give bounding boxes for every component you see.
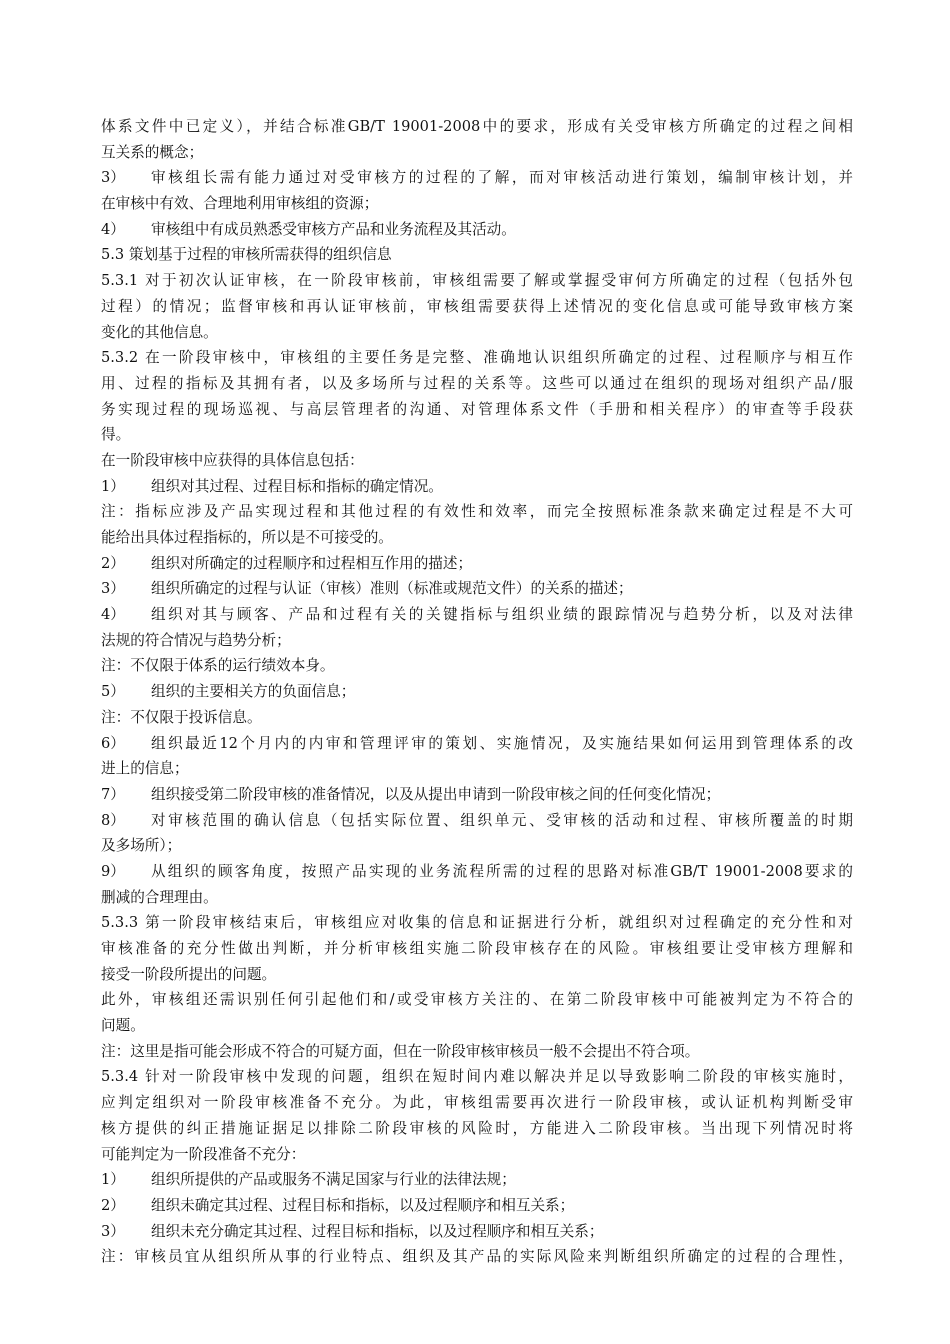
list-item-number: 3） bbox=[101, 169, 125, 187]
text-line bbox=[101, 628, 853, 654]
paragraph-text: 法规的符合情况与趋势分析； bbox=[101, 631, 291, 649]
text-line bbox=[101, 422, 853, 448]
text-line bbox=[101, 1090, 853, 1116]
text-line bbox=[101, 756, 853, 782]
list-item-number: 3） bbox=[101, 1222, 125, 1240]
paragraph-text: 变化的其他信息。 bbox=[101, 323, 218, 341]
text-line bbox=[101, 397, 853, 423]
list-item-text: 组织对其与顾客、产品和过程有关的关键指标与组织业绩的跟踪情况与趋势分析，以及对法律 bbox=[151, 606, 853, 624]
paragraph-text: 进上的信息； bbox=[101, 760, 189, 778]
paragraph-text: 应判定组织对一阶段审核准备不充分。为此，审核组需要再次进行一阶段审核，或认证机构判断受审 bbox=[101, 1094, 853, 1112]
paragraph-text: 注：审核员宜从组织所从事的行业特点、组织及其产品的实际风险来判断组织所确定的过程的合理性， bbox=[101, 1248, 853, 1266]
text-line bbox=[101, 1039, 853, 1065]
list-item-number: 6） bbox=[101, 734, 125, 752]
paragraph-text: 在审核中有效、合理地利用审核组的资源； bbox=[101, 195, 379, 213]
list-item-number: 1） bbox=[101, 1171, 125, 1189]
text-line bbox=[101, 833, 853, 859]
paragraph-text: 核方提供的纠正措施证据足以排除二阶段审核的风险时，方能进入二阶段审核。当出现下列情况时将 bbox=[101, 1119, 853, 1137]
list-item-number: 2） bbox=[101, 1196, 125, 1214]
paragraph-text: 用、过程的指标及其拥有者，以及多场所与过程的关系等。这些可以通过在组织的现场对组织产品/服 bbox=[101, 374, 853, 392]
list-item-text: 对审核范围的确认信息（包括实际位置、组织单元、受审核的活动和过程、审核所覆盖的时期 bbox=[151, 811, 853, 829]
list-item-line bbox=[101, 474, 853, 500]
text-line bbox=[101, 140, 853, 166]
paragraph-text: 删减的合理理由。 bbox=[101, 888, 218, 906]
list-item-line bbox=[101, 576, 853, 602]
paragraph-text: 5.3.3 第一阶段审核结束后，审核组应对收集的信息和证据进行分析，就组织对过程确定的充分性和对 bbox=[101, 914, 853, 932]
document-body bbox=[101, 114, 853, 1270]
list-item-text: 从组织的顾客角度，按照产品实现的业务流程所需的过程的思路对标准GB/T 19001-2008要求的 bbox=[151, 862, 853, 880]
paragraph-text: 5.3.1 对于初次认证审核，在一阶段审核前，审核组需要了解或掌握受审何方所确定的过程（包括外包 bbox=[101, 272, 853, 290]
paragraph-text: 得。 bbox=[101, 426, 131, 444]
list-item-number: 3） bbox=[101, 580, 125, 598]
list-item-text: 审核组中有成员熟悉受审核方产品和业务流程及其活动。 bbox=[151, 220, 516, 238]
list-item-text: 组织未确定其过程、过程目标和指标，以及过程顺序和相互关系； bbox=[151, 1196, 575, 1214]
list-item-number: 9） bbox=[101, 862, 125, 880]
paragraph-text: 过程）的情况；监督审核和再认证审核前，审核组需要获得上述情况的变化信息或可能导致审核方案 bbox=[101, 297, 853, 315]
list-item-line bbox=[101, 731, 853, 757]
text-line bbox=[101, 1116, 853, 1142]
text-line bbox=[101, 191, 853, 217]
list-item-text: 组织接受第二阶段审核的准备情况，以及从提出申请到一阶段审核之间的任何变化情况； bbox=[151, 785, 721, 803]
paragraph-text: 此外，审核组还需识别任何引起他们和/或受审核方关注的、在第二阶段审核中可能被判定为不符合的 bbox=[101, 991, 853, 1009]
paragraph-text: 务实现过程的现场巡视、与高层管理者的沟通、对管理体系文件（手册和相关程序）的审查等手段获 bbox=[101, 400, 853, 418]
list-item-line bbox=[101, 217, 853, 243]
paragraph-text: 接受一阶段所提出的问题。 bbox=[101, 965, 277, 983]
paragraph-text: 审核准备的充分性做出判断，并分析审核组实施二阶段审核存在的风险。审核组要让受审核方理解和 bbox=[101, 940, 853, 957]
paragraph-text: 注：指标应涉及产品实现过程和其他过程的有效性和效率，而完全按照标准条款来确定过程是不大可 bbox=[101, 503, 853, 521]
list-item-number: 5） bbox=[101, 683, 125, 701]
text-line bbox=[101, 499, 853, 525]
list-item-number: 8） bbox=[101, 811, 125, 829]
list-item-text: 组织对其过程、过程目标和指标的确定情况。 bbox=[151, 477, 443, 495]
list-item-number: 4） bbox=[101, 220, 125, 238]
text-line bbox=[101, 962, 853, 988]
text-line bbox=[101, 705, 853, 731]
list-item-number: 4） bbox=[101, 606, 125, 624]
paragraph-text: 在一阶段审核中应获得的具体信息包括： bbox=[101, 451, 364, 469]
text-line bbox=[101, 114, 853, 140]
text-line bbox=[101, 936, 853, 962]
text-line bbox=[101, 653, 853, 679]
list-item-text: 组织的主要相关方的负面信息； bbox=[151, 683, 356, 701]
paragraph-text: 体系文件中已定义），并结合标准GB/T 19001-2008中的要求，形成有关受审核方所确定的过程之间相 bbox=[101, 118, 853, 135]
text-line bbox=[101, 294, 853, 320]
text-line bbox=[101, 1142, 853, 1168]
paragraph-text: 5.3.4 针对一阶段审核中发现的问题，组织在短时间内难以解决并足以导致影响二阶段的审核实施时， bbox=[101, 1068, 853, 1086]
list-item-text: 组织最近12个月内的内审和管理评审的策划、实施情况，及实施结果如何运用到管理体系的改 bbox=[151, 734, 853, 752]
text-line bbox=[101, 987, 853, 1013]
list-item-line bbox=[101, 165, 853, 191]
paragraph-text: 5.3 策划基于过程的审核所需获得的组织信息 bbox=[101, 246, 392, 264]
text-line bbox=[101, 1244, 853, 1270]
paragraph-text: 及多场所）； bbox=[101, 837, 182, 855]
list-item-line bbox=[101, 859, 853, 885]
list-item-line bbox=[101, 1167, 853, 1193]
paragraph-text: 注：这里是指可能会形成不符合的可疑方面，但在一阶段审核审核员一般不会提出不符合项。 bbox=[101, 1042, 700, 1060]
paragraph-text: 问题。 bbox=[101, 1017, 145, 1035]
text-line bbox=[101, 1013, 853, 1039]
text-line bbox=[101, 371, 853, 397]
list-item-number: 7） bbox=[101, 785, 125, 803]
text-line bbox=[101, 268, 853, 294]
paragraph-text: 注：不仅限于投诉信息。 bbox=[101, 708, 262, 726]
text-line bbox=[101, 910, 853, 936]
text-line bbox=[101, 885, 853, 911]
list-item-line bbox=[101, 808, 853, 834]
list-item-text: 审核组长需有能力通过对受审核方的过程的了解，而对审核活动进行策划，编制审核计划，并 bbox=[151, 169, 853, 187]
text-line bbox=[101, 242, 853, 268]
list-item-text: 组织对所确定的过程顺序和过程相互作用的描述； bbox=[151, 554, 473, 572]
list-item-line bbox=[101, 1193, 853, 1219]
list-item-text: 组织所确定的过程与认证（审核）准则（标准或规范文件）的关系的描述； bbox=[151, 580, 633, 598]
paragraph-text: 可能判定为一阶段准备不充分： bbox=[101, 1145, 306, 1163]
paragraph-text: 注：不仅限于体系的运行绩效本身。 bbox=[101, 657, 335, 675]
text-line bbox=[101, 1064, 853, 1090]
list-item-number: 2） bbox=[101, 554, 125, 572]
paragraph-text: 5.3.2 在一阶段审核中，审核组的主要任务是完整、准确地认识组织所确定的过程、过程顺序与相互作 bbox=[101, 349, 853, 367]
paragraph-text: 能给出具体过程指标的，所以是不可接受的。 bbox=[101, 529, 393, 546]
list-item-line bbox=[101, 782, 853, 808]
text-line bbox=[101, 320, 853, 346]
text-line bbox=[101, 448, 853, 474]
list-item-line bbox=[101, 551, 853, 577]
list-item-number: 1） bbox=[101, 477, 125, 495]
text-line bbox=[101, 345, 853, 371]
list-item-line bbox=[101, 1219, 853, 1245]
list-item-line bbox=[101, 602, 853, 628]
list-item-line bbox=[101, 679, 853, 705]
list-item-text: 组织所提供的产品或服务不满足国家与行业的法律法规； bbox=[151, 1171, 516, 1189]
paragraph-text: 互关系的概念； bbox=[101, 143, 204, 161]
text-line bbox=[101, 525, 853, 551]
list-item-text: 组织未充分确定其过程、过程目标和指标，以及过程顺序和相互关系； bbox=[151, 1222, 604, 1240]
